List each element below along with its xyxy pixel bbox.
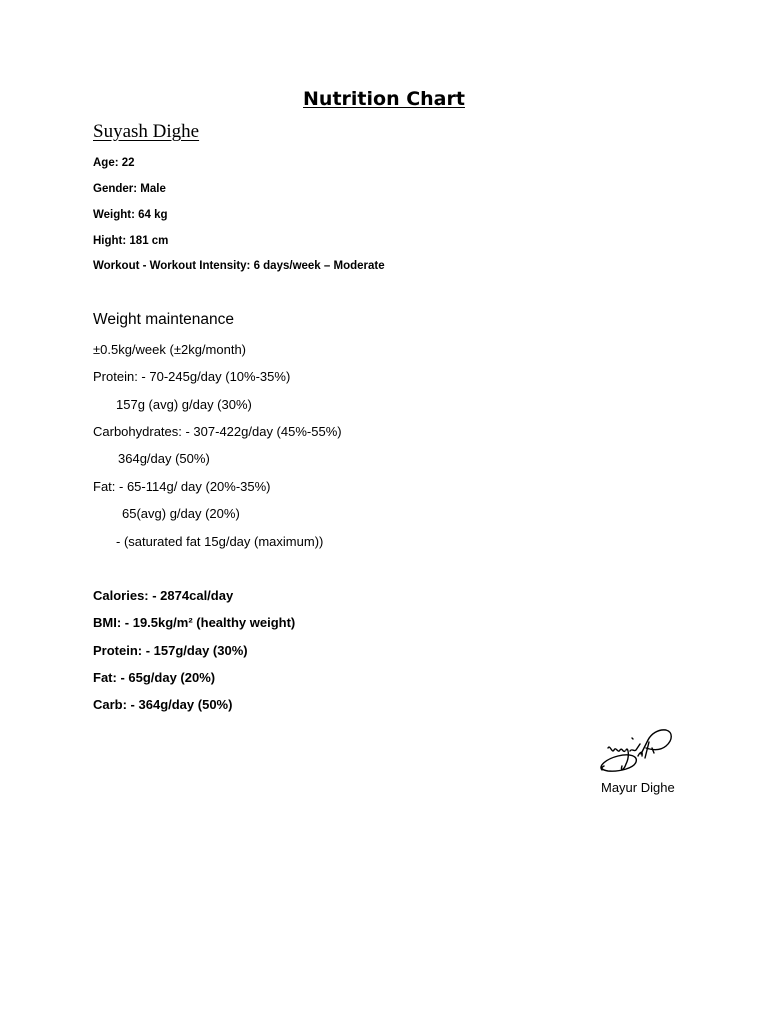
- weight-field: Weight: 64 kg: [93, 209, 168, 221]
- summary-calories: Calories: - 2874cal/day: [93, 588, 234, 603]
- carb-range: Carbohydrates: - 307-422g/day (45%-55%): [93, 424, 342, 439]
- fat-range: Fat: - 65-114g/ day (20%-35%): [93, 479, 271, 494]
- page-title: [0, 87, 768, 111]
- summary-fat: Fat: - 65g/day (20%): [93, 670, 216, 685]
- protein-target: 157g (avg) g/day (30%): [116, 397, 252, 412]
- weight-change-rate: ±0.5kg/week (±2kg/month): [93, 342, 247, 357]
- saturated-fat-limit: - (saturated fat 15g/day (maximum)): [116, 534, 324, 549]
- summary-carb: Carb: - 364g/day (50%): [93, 697, 233, 712]
- section-heading-weight-maintenance: Weight maintenance: [93, 311, 235, 328]
- gender-field: Gender: Male: [93, 183, 166, 195]
- carb-target: 364g/day (50%): [118, 451, 210, 466]
- signer-name: Mayur Dighe: [601, 780, 675, 795]
- summary-protein: Protein: - 157g/day (30%): [93, 643, 248, 658]
- client-name: Suyash Dighe: [93, 121, 200, 142]
- age-field: Age: 22: [93, 157, 135, 169]
- handwritten-signature-icon: [596, 726, 676, 776]
- height-field: Hight: 181 cm: [93, 235, 169, 247]
- summary-bmi: BMI: - 19.5kg/m² (healthy weight): [93, 615, 296, 630]
- workout-field: Workout - Workout Intensity: 6 days/week – Moderate: [93, 260, 385, 272]
- fat-target: 65(avg) g/day (20%): [122, 506, 240, 521]
- page-title-text: Nutrition Chart: [303, 88, 465, 110]
- protein-range: Protein: - 70-245g/day (10%-35%): [93, 369, 291, 384]
